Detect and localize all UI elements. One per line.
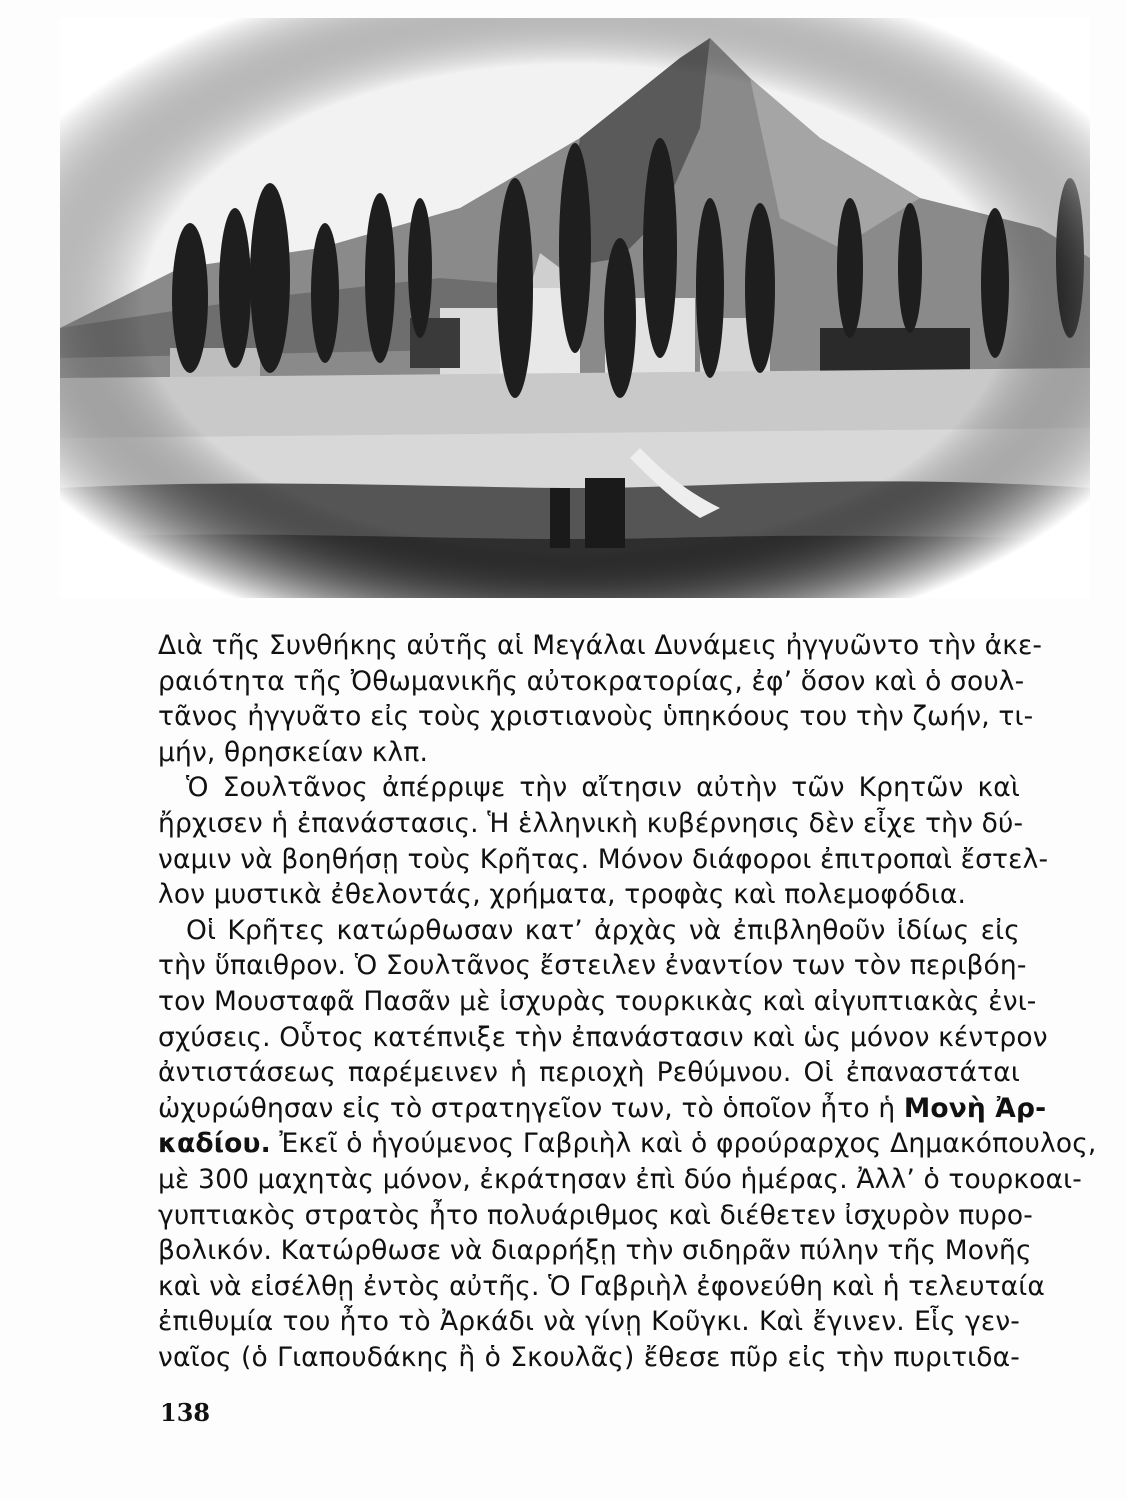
text-line: λον μυστικὰ ἐθελοντάς, χρήματα, τροφὰς καὶ πολεμοφόδια.: [158, 879, 967, 911]
text-line-part: Ἐκεῖ ὁ ἡγούμενος Γαβριὴλ καὶ ὁ φρούραρχος Δημακόπουλος,: [270, 1128, 1097, 1160]
text-line: Ὁ Σουλτᾶνος ἀπέρριψε τὴν αἴτησιν αὐτὴν τῶν Κρητῶν καὶ: [186, 772, 1020, 804]
text-line: καὶ νὰ εἰσέλθῃ ἐντὸς αὐτῆς. Ὁ Γαβριὴλ ἐφονεύθη καὶ ἡ τελευταία: [158, 1270, 1046, 1302]
text-line: [158, 1126, 1097, 1162]
text-line: Οἱ Κρῆτες κατώρθωσαν κατ’ ἀρχὰς νὰ ἐπιβληθοῦν ἰδίως εἰς: [186, 914, 1020, 946]
text-line: ναῖος (ὁ Γιαπουδάκης ἢ ὁ Σκουλᾶς) ἔθεσε πῦρ εἰς τὴν πυριτιδα-: [158, 1341, 1020, 1373]
monastery-name-bold: Μονὴ Ἀρ-: [903, 1092, 1047, 1124]
text-line: τὴν ὕπαιθρον. Ὁ Σουλτᾶνος ἔστειλεν ἐναντίον των τὸν περιβόη-: [158, 950, 1027, 982]
text-line: τᾶνος ἠγγυᾶτο εἰς τοὺς χριστιανοὺς ὑπηκόους του τὴν ζωήν, τι-: [158, 701, 1034, 733]
text-line: γυπτιακὸς στρατὸς ἦτο πολυάριθμος καὶ διέθετεν ἰσχυρὸν πυρο-: [158, 1199, 1034, 1231]
text-line: Διὰ τῆς Συνθήκης αὐτῆς αἱ Μεγάλαι Δυνάμεις ἠγγυῶντο τὴν ἀκε-: [158, 630, 1043, 661]
text-line: ἐπιθυμία του ἦτο τὸ Ἀρκάδι νὰ γίνῃ Κοῦγκι. Καὶ ἔγινεν. Εἷς γεν-: [158, 1306, 1020, 1338]
text-line: [158, 1091, 1047, 1127]
text-line: τον Μουσταφᾶ Πασᾶν μὲ ἰσχυρὰς τουρκικὰς καὶ αἰγυπτιακὰς ἐνι-: [158, 985, 1037, 1017]
text-line: ναμιν νὰ βοηθήσῃ τοὺς Κρῆτας. Μόνον διάφοροι ἐπιτροπαὶ ἔστελ-: [158, 843, 1049, 875]
text-line: μὲ 300 μαχητὰς μόνον, ἐκράτησαν ἐπὶ δύο ἡμέρας. Ἀλλ’ ὁ τουρκοαι-: [158, 1163, 1082, 1195]
monastery-name-bold: καδίου.: [158, 1128, 271, 1160]
text-line-part: ὠχυρώθησαν εἰς τὸ στρατηγεῖον των, τὸ ὁποῖον ἦτο ἡ: [158, 1092, 896, 1124]
text-line: βολικόν. Κατώρθωσε νὰ διαρρήξῃ τὴν σιδηρᾶν πύλην τῆς Μονῆς: [158, 1235, 1032, 1267]
text-line: σχύσεις. Οὗτος κατέπνιξε τὴν ἐπανάστασιν καὶ ὡς μόνον κέντρον: [158, 1021, 1048, 1053]
text-line: ἀντιστάσεως παρέμεινεν ἡ περιοχὴ Ρεθύμνου. Οἱ ἐπαναστάται: [158, 1057, 1020, 1089]
mountain-monastery-landscape-icon: [60, 18, 1090, 598]
body-text: [158, 628, 1097, 1375]
text-line: μήν, θρησκείαν κλπ.: [158, 736, 429, 768]
text-line: ἤρχισεν ἡ ἐπανάστασις. Ἡ ἑλληνικὴ κυβέρνησις δὲν εἶχε τὴν δύ-: [158, 807, 1024, 839]
page-number: 138: [160, 1398, 211, 1427]
text-line: ραιότητα τῆς Ὀθωμανικῆς αὐτοκρατορίας, ἐφ’ ὅσον καὶ ὁ σουλ-: [158, 665, 1025, 697]
